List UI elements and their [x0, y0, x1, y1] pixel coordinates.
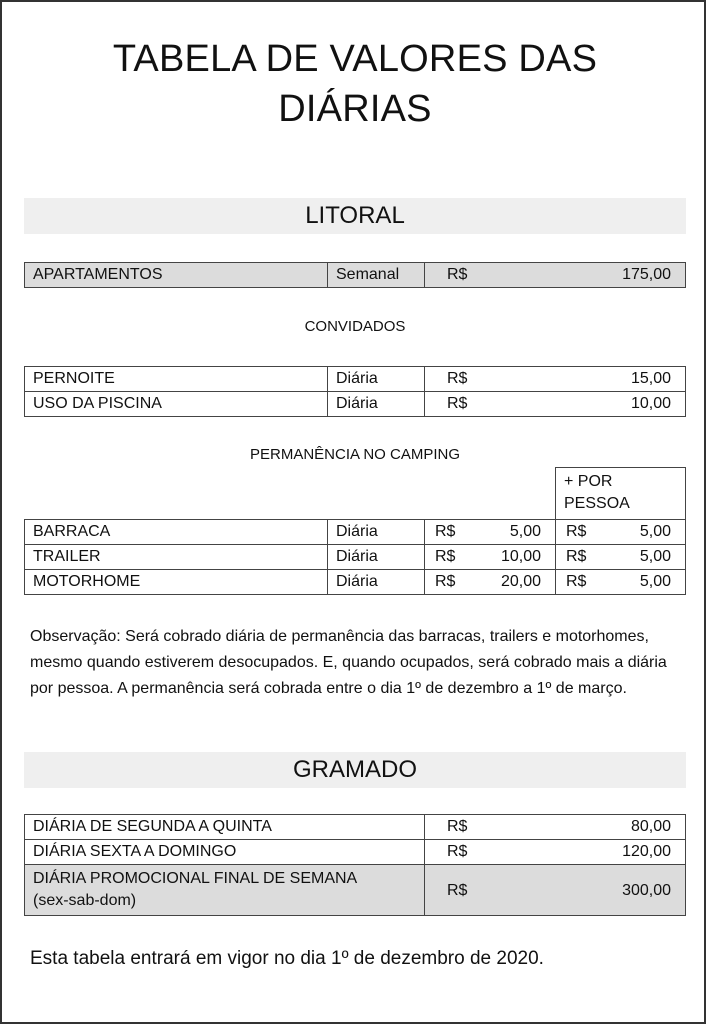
price-value: 80,00 [630, 818, 671, 835]
effective-date-note: Esta tabela entrará em vigor no dia 1º de dezembro de 2020. [30, 948, 544, 969]
table-row-label: DIÁRIA DE SEGUNDA A QUINTA [24, 814, 425, 840]
title-line-2: DIÁRIAS [278, 88, 432, 130]
observation-note: Observação: Será cobrado diária de permanência das barracas, trailers e motorhomes, mesmo quando estiverem desocupados. E, quando ocupados, será cobrado mais a diária por pessoa. A permanência será cobrada entre o dia 1º de dezembro a 1º de março. [30, 628, 667, 697]
price-value: 300,00 [622, 882, 671, 899]
price-value: 5,00 [509, 523, 541, 540]
table-row-label: MOTORHOME [24, 569, 328, 595]
price-value: 5,00 [639, 573, 671, 590]
table-row-label: PERNOITE [24, 366, 328, 392]
currency-symbol: R$ [566, 523, 587, 540]
camping-heading: PERMANÊNCIA NO CAMPING [249, 446, 461, 463]
price-value: 175,00 [622, 266, 671, 283]
price-value: 10,00 [630, 395, 671, 412]
table-row-price-promo [424, 864, 686, 916]
table-row-label: TRAILER [24, 544, 328, 570]
table-row-period: Diária [327, 544, 425, 570]
convidados-heading: CONVIDADOS [304, 318, 406, 335]
apartamentos-price [424, 262, 686, 288]
currency-symbol: R$ [447, 266, 468, 283]
currency-symbol: R$ [447, 843, 468, 860]
currency-symbol: R$ [447, 370, 468, 387]
table-row-price [424, 839, 686, 865]
apartamentos-period: Semanal [327, 262, 425, 288]
table-row-label: BARRACA [24, 519, 328, 545]
promo-label-line-2: (sex-sab-dom) [33, 892, 137, 909]
por-pessoa-line-1: + POR [564, 473, 613, 490]
table-row-price [424, 366, 686, 392]
table-row-price [424, 544, 556, 570]
table-row-period: Diária [327, 391, 425, 417]
table-row-label-promo [24, 864, 425, 916]
currency-symbol: R$ [435, 523, 456, 540]
currency-symbol: R$ [566, 573, 587, 590]
table-row-label: DIÁRIA SEXTA A DOMINGO [24, 839, 425, 865]
price-value: 20,00 [500, 573, 541, 590]
por-pessoa-line-2: PESSOA [564, 495, 630, 512]
currency-symbol: R$ [435, 573, 456, 590]
apartamentos-label: APARTAMENTOS [24, 262, 328, 288]
section-heading-litoral: LITORAL [24, 198, 686, 234]
price-value: 5,00 [639, 548, 671, 565]
promo-label-line-1: DIÁRIA PROMOCIONAL FINAL DE SEMANA [33, 870, 358, 887]
table-row-price [424, 519, 556, 545]
table-row-per-person [555, 544, 686, 570]
table-row-price [424, 569, 556, 595]
currency-symbol: R$ [447, 882, 468, 899]
price-value: 15,00 [630, 370, 671, 387]
table-row-per-person [555, 569, 686, 595]
page-title [24, 34, 686, 134]
price-value: 10,00 [500, 548, 541, 565]
table-row-price [424, 391, 686, 417]
currency-symbol: R$ [566, 548, 587, 565]
table-row-period: Diária [327, 569, 425, 595]
table-row-label: USO DA PISCINA [24, 391, 328, 417]
currency-symbol: R$ [447, 395, 468, 412]
table-row-period: Diária [327, 519, 425, 545]
title-line-1: TABELA DE VALORES DAS [112, 38, 598, 80]
currency-symbol: R$ [447, 818, 468, 835]
price-value: 120,00 [622, 843, 671, 860]
price-value: 5,00 [639, 523, 671, 540]
currency-symbol: R$ [435, 548, 456, 565]
table-row-period: Diária [327, 366, 425, 392]
section-heading-gramado: GRAMADO [24, 752, 686, 788]
table-row-per-person [555, 519, 686, 545]
por-pessoa-header [555, 467, 686, 520]
table-row-price [424, 814, 686, 840]
